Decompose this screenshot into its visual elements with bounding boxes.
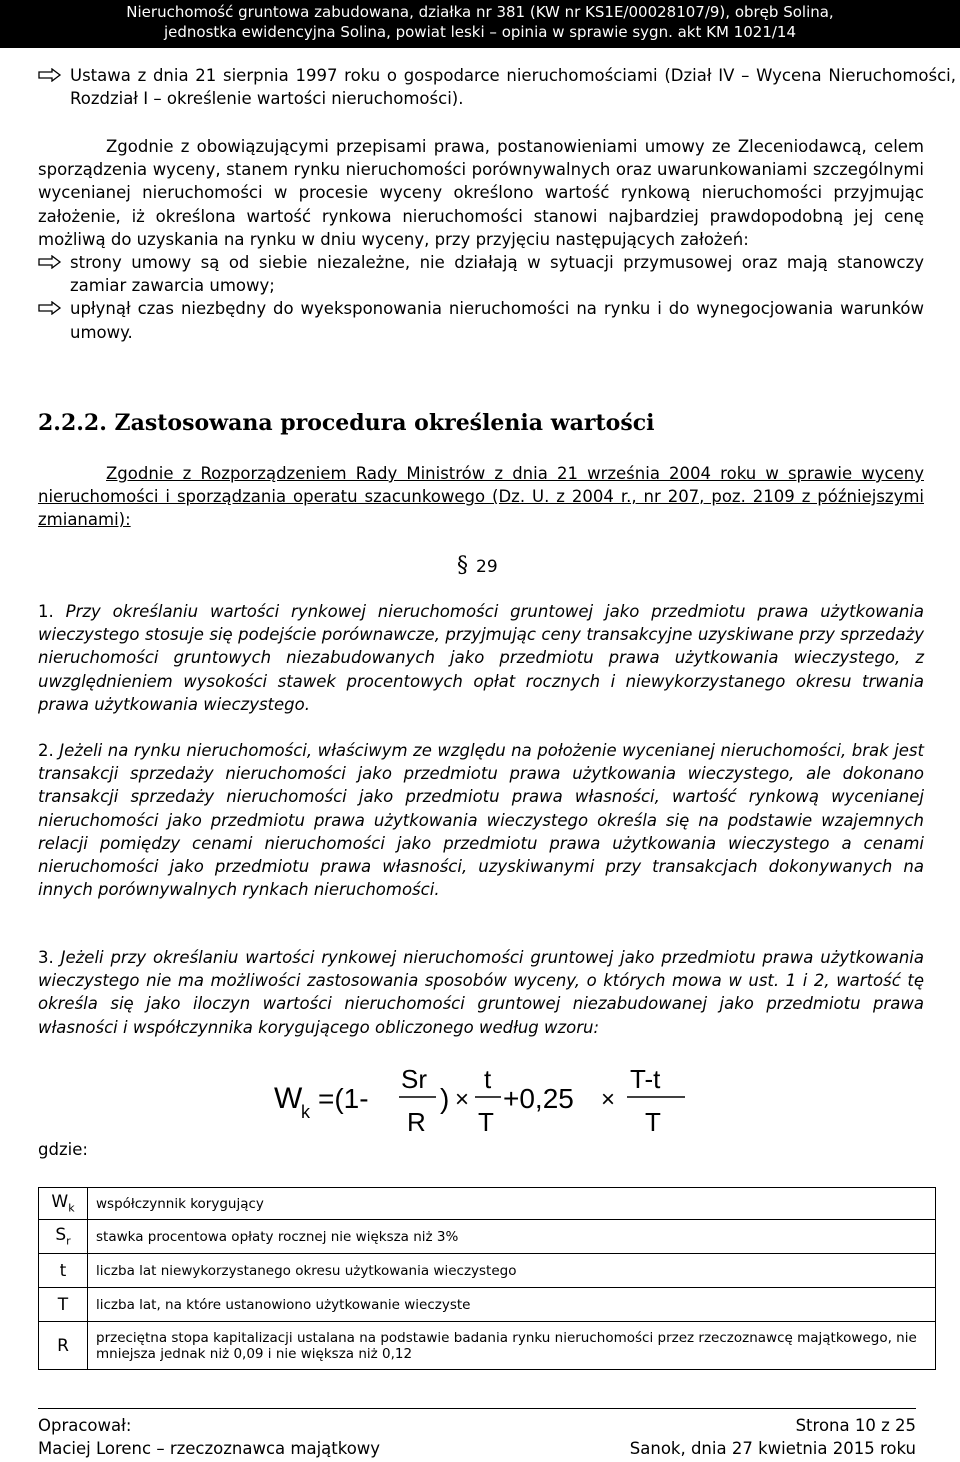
formula-r: R — [407, 1107, 426, 1137]
symbol-cell: R — [39, 1322, 88, 1370]
formula-eq: =(1- — [318, 1083, 369, 1114]
section-heading: 2.2.2. Zastosowana procedura określenia wartości — [38, 410, 655, 436]
multiply-sign: × — [601, 1086, 616, 1113]
paragraph-reference — [457, 553, 498, 578]
symbol-legend-table — [38, 1187, 936, 1370]
point-1 — [38, 600, 924, 716]
formula-plus: +0,25 — [503, 1083, 574, 1114]
description-cell: stawka procentowa opłaty rocznej nie większa niż 3% — [88, 1220, 936, 1254]
formula-close: ) — [440, 1083, 450, 1114]
point-number: 2. — [38, 741, 54, 760]
footer-page-info — [630, 1414, 916, 1460]
symbol-cell: t — [39, 1254, 88, 1288]
paragraph-sign: § — [457, 553, 468, 578]
footer-author-name: Maciej Lorenc – rzeczoznawca majątkowy — [38, 1439, 381, 1458]
table-row — [39, 1322, 936, 1370]
document-header — [0, 0, 960, 48]
table-row — [39, 1288, 936, 1322]
formula-k: k — [301, 1102, 310, 1122]
where-label: gdzie: — [38, 1140, 88, 1159]
footer-prepared-label: Opracował: — [38, 1416, 132, 1435]
formula-t: t — [484, 1064, 492, 1094]
description-cell: przeciętna stopa kapitalizacji ustalana na podstawie badania rynku nieruchomości przez rzeczoznawcę majątkowego, nie mniejsza jednak niż 0,09 i nie większa niż 0,12 — [88, 1322, 936, 1370]
description-cell: liczba lat, na które ustanowiono użytkowanie wieczyste — [88, 1288, 936, 1322]
main-paragraph-block — [38, 135, 924, 344]
assumption-text: strony umowy są od siebie niezależne, nie działają w sytuacji przymusowej oraz mają stanowczy zamiar zawarcia umowy; — [70, 253, 924, 296]
footer-divider — [38, 1408, 916, 1409]
arrow-right-icon — [38, 255, 62, 269]
arrow-right-icon — [38, 68, 62, 82]
footer-author — [38, 1414, 380, 1460]
formula-T: T — [478, 1107, 494, 1137]
correction-factor-formula — [270, 1062, 710, 1142]
point-text: Jeżeli na rynku nieruchomości, właściwym ze względu na położenie wycenianej nieruchomości, brak jest transakcji sprzedaży nieruchomości jako przedmiotu prawa użytkowania wieczystego, ale dokonano transakcji sprzedaży nieruchomości jako przedmiotu prawa własności, wartość rynkową wycenianej nieruchomości jako przedmiotu prawa użytkowania wieczystego określa się na podstawie wzajemnych relacji pomiędzy cenami nieruchomości jako przedmiotu prawa użytkowania wieczystego a cenami nieruchomości jako przedmiotu prawa własności, uzyskiwanymi przy transakcjach dokonywanych na innych porównywalnych rynkach nieruchomości. — [38, 741, 924, 900]
multiply-sign: × — [455, 1086, 470, 1113]
formula-sr: Sr — [401, 1064, 427, 1094]
symbol-cell: $W_k$ — [39, 1188, 88, 1220]
footer-date: Sanok, dnia 27 kwietnia 2015 roku — [629, 1439, 916, 1458]
formula-T2: T — [645, 1107, 661, 1137]
table-row — [39, 1188, 936, 1220]
header-line-1: Nieruchomość gruntowa zabudowana, działka nr 381 (KW nr KS1E/00028107/9), obręb Solina, — [126, 3, 834, 21]
point-number: 1. — [38, 602, 54, 621]
point-2 — [38, 739, 924, 901]
page-number: Strona 10 z 25 — [795, 1416, 916, 1435]
assumption-item — [38, 251, 924, 297]
point-number: 3. — [38, 948, 54, 967]
header-line-2: jednostka ewidencyjna Solina, powiat leski – opinia w sprawie sygn. akt KM 1021/14 — [163, 23, 796, 41]
formula-w: W — [274, 1082, 303, 1115]
formula-t-minus: T-t — [630, 1064, 661, 1094]
intro-bullet-text: Ustawa z dnia 21 sierpnia 1997 roku o gospodarce nieruchomościami (Dział IV – Wycena Nieruchomości, Rozdział I – określenie wartości nieruchomości). — [70, 66, 956, 109]
arrow-right-icon — [38, 301, 62, 315]
table-row — [39, 1254, 936, 1288]
description-cell: współczynnik korygujący — [88, 1188, 936, 1220]
description-cell: liczba lat niewykorzystanego okresu użytkowania wieczystego — [88, 1254, 936, 1288]
symbol-cell: $S_r$ — [39, 1220, 88, 1254]
symbol-cell: T — [39, 1288, 88, 1322]
point-text: Przy określaniu wartości rynkowej nieruchomości gruntowej jako przedmiotu prawa użytkowania wieczystego stosuje się podejście porównawcze, przyjmując ceny transakcyjne uzyskiwane przy sprzedaży nieruchomości gruntowych niezabudowanych jako przedmiotu prawa użytkowania wieczystego, z uwzględnieniem wysokości stawek procentowych opłat rocznych i niewykorzystanego okresu trwania prawa użytkowania wieczystego. — [38, 602, 924, 714]
assumption-item — [38, 297, 924, 343]
regulation-text: Zgodnie z Rozporządzeniem Rady Ministrów z dnia 21 września 2004 roku w sprawie wyceny nieruchomości i sporządzania operatu szacunkowego (Dz. U. z 2004 r., nr 207, poz. 2109 z późniejszymi zmianami): — [38, 464, 924, 530]
intro-bullet — [38, 64, 956, 110]
assumption-text: upłynął czas niezbędny do wyeksponowania nieruchomości na rynku i do wynegocjowania warunków umowy. — [70, 299, 924, 342]
table-row — [39, 1220, 936, 1254]
point-text: Jeżeli przy określaniu wartości rynkowej nieruchomości gruntowej jako przedmiotu prawa użytkowania wieczystego nie ma możliwości zastosowania sposobów wyceny, o których mowa w ust. 1 i 2, wartość tę określa się jako iloczyn wartości nieruchomości gruntowej niezabudowanej jako przedmiotu prawa własności i współczynnika korygującego obliczonego według wzoru: — [38, 948, 924, 1037]
paragraph-number: 29 — [476, 557, 498, 577]
point-3 — [38, 946, 924, 1039]
main-paragraph: Zgodnie z obowiązującymi przepisami prawa, postanowieniami umowy ze Zleceniodawcą, celem sporządzenia wyceny, stanem rynku nieruchomości porównywalnych oraz uwarunkowaniami szczególnymi wycenianej nieruchomości w procesie wyceny określono wartość rynkową nieruchomości przyjmując założenie, iż określona wartość rynkowa nieruchomości stanowi najbardziej prawdopodobną jej cenę możliwą do uzyskania na rynku w dniu wyceny, przy przyjęciu następujących założeń: — [38, 137, 924, 249]
